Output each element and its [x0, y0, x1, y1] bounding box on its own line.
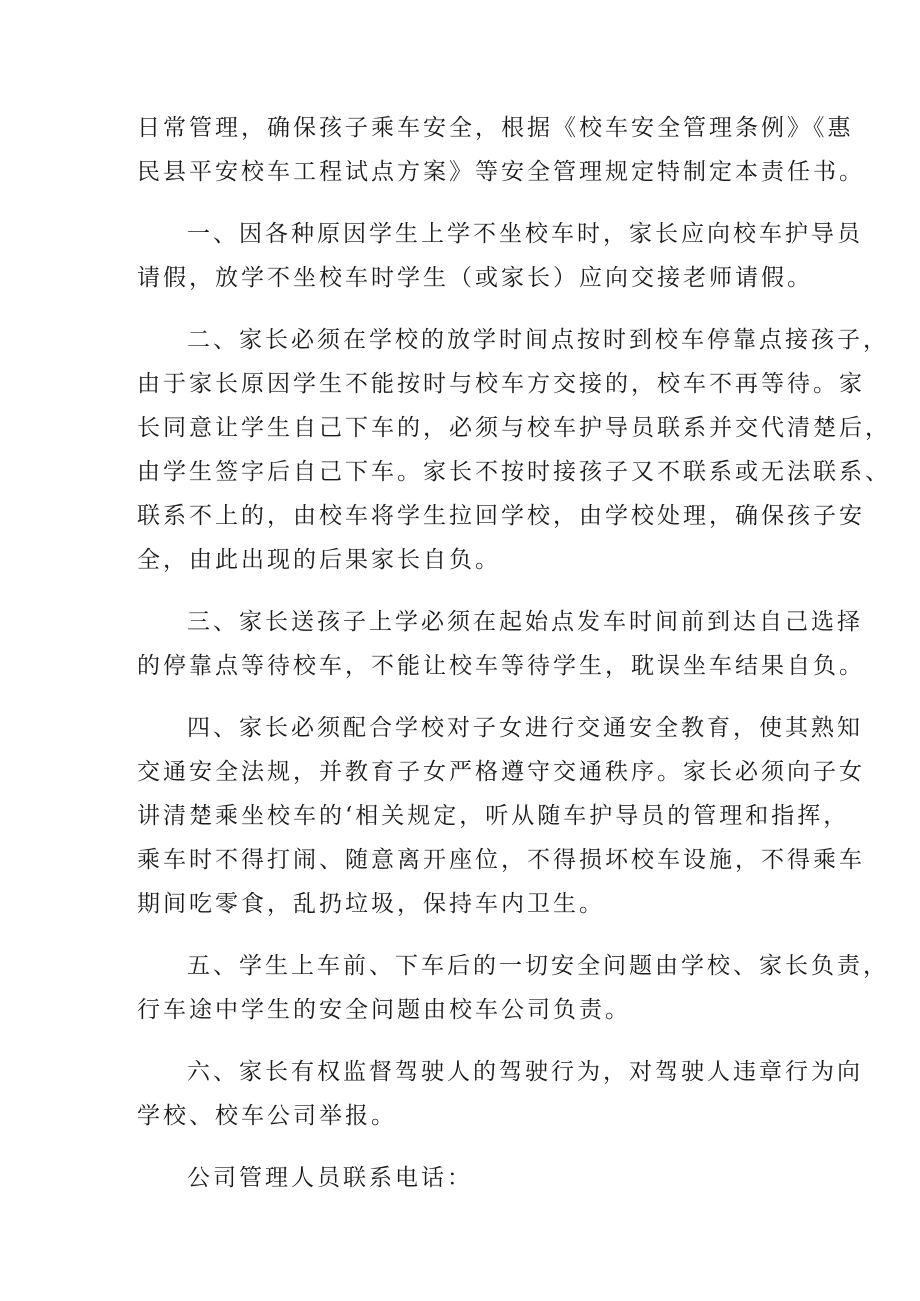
text-line: 期间吃零食，乱扔垃圾，保持车内卫生。: [137, 891, 605, 917]
text-line: 乘车时不得打闹、随意离开座位，不得损坏校车设施，不得乘车: [137, 847, 865, 873]
contact-phone-label: 公司管理人员联系电话：: [187, 1165, 473, 1191]
text-line: 讲清楚乘坐校车的‘相关规定，听从随车护导员的管理和指挥，: [137, 803, 850, 829]
text-line: 的停靠点等待校车，不能让校车等待学生，耽误坐车结果自负。: [137, 653, 865, 679]
text-line: 二、家长必须在学校的放学时间点按时到校车停靠点接孩子，: [187, 327, 889, 353]
text-line: 长同意让学生自己下车的，必须与校车护导员联系并交代清楚后，: [137, 415, 891, 441]
text-line: 民县平安校车工程试点方案》等安全管理规定特制定本责任书。: [137, 159, 865, 185]
text-line: 五、学生上车前、下车后的一切安全问题由学校、家长负责，: [187, 953, 889, 979]
paragraph-clause-4: [137, 706, 865, 926]
text-line: 日常管理，确保孩子乘车安全，根据《校车安全管理条例》《惠: [137, 115, 854, 141]
paragraph-clause-3: [137, 600, 865, 688]
paragraph-clause-5: [137, 944, 889, 1032]
text-line: 四、家长必须配合学校对子女进行交通安全教育，使其熟知: [187, 715, 863, 741]
text-line: 学校、校车公司举报。: [137, 1103, 397, 1129]
text-line: 请假，放学不坐校车时学生（或家长）应向交接老师请假。: [137, 265, 813, 291]
text-line: 由学生签字后自己下车。家长不按时接孩子又不联系或无法联系、: [137, 459, 891, 485]
paragraph-contact: [137, 1156, 807, 1200]
paragraph-clause-1: [137, 212, 863, 300]
document-page: [137, 106, 891, 1218]
paragraph-clause-2: [137, 318, 891, 582]
text-line: 交通安全法规，并教育子女严格遵守交通秩序。家长必须向子女: [137, 759, 865, 785]
paragraph-intro: [137, 106, 865, 194]
text-line: 联系不上的，由校车将学生拉回学校，由学校处理，确保孩子安: [137, 503, 865, 529]
paragraph-clause-6: [137, 1050, 863, 1138]
text-line: 全，由此出现的后果家长自负。: [137, 547, 501, 573]
text-line: 三、家长送孩子上学必须在起始点发车时间前到达自己选择: [187, 609, 863, 635]
text-line: 六、家长有权监督驾驶人的驾驶行为，对驾驶人违章行为向: [187, 1059, 863, 1085]
text-line: 由于家长原因学生不能按时与校车方交接的，校车不再等待。家: [137, 371, 865, 397]
text-line: 一、因各种原因学生上学不坐校车时，家长应向校车护导员: [187, 221, 863, 247]
text-line: 行车途中学生的安全问题由校车公司负责。: [137, 997, 631, 1023]
